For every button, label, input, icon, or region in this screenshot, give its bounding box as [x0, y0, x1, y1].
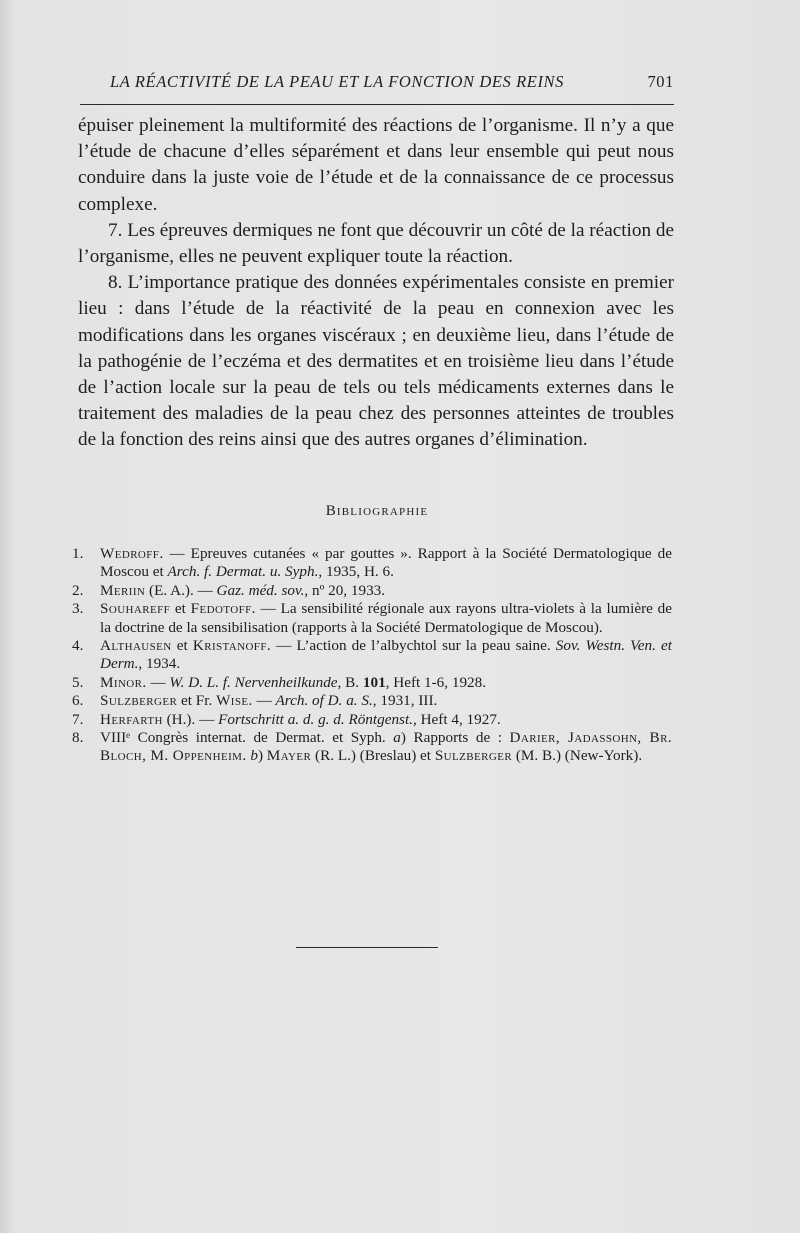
entry-text: , 1934. [138, 655, 181, 673]
entry-author: Sulzberger [434, 747, 513, 765]
entry-text: ) Rapports de : [400, 729, 510, 747]
entry-author: Meriin [100, 581, 146, 599]
entry-text: ) [257, 747, 267, 765]
entry-text: , B. [337, 673, 363, 691]
entry-number: 7. [72, 710, 84, 728]
entry-author: Minor. [100, 673, 147, 691]
entry-text: , 1931, III. [372, 692, 438, 710]
entry-author: Darier, Jadassohn, Br. Bloch, M. Oppenheim. [100, 729, 673, 765]
running-title: LA RÉACTIVITÉ DE LA PEAU ET LA FONCTION DES REINS [110, 72, 564, 91]
entry-text: — [146, 673, 170, 691]
body-text [78, 113, 674, 454]
entry-volume: 101 [362, 673, 386, 691]
entry-text: — L’action de l’albychtol sur la peau saine. [271, 637, 556, 655]
entry-author: Wedroff. [100, 545, 164, 562]
entry-text: , nº 20, 1933. [304, 581, 386, 599]
entry-author: Althausen [100, 637, 172, 655]
entry-number: 4. [72, 637, 84, 655]
bibliography-list [72, 545, 672, 766]
bibliography-heading: Bibliographie [325, 503, 429, 519]
paragraph-continuation: épuiser pleinement la multiformité des réactions de l’organisme. Il n’y a que l’étude de chacune d’elles séparément et dans leur ensemble qui peut nous conduire dans la juste voie de l’étude et de la connaissance de ce processus complexe. [78, 115, 674, 215]
entry-author: Kristanoff. [192, 637, 272, 655]
entry-item-letter: b [250, 747, 258, 765]
paragraph-7: 7. Les épreuves dermiques ne font que découvrir un côté de la réaction de l’organisme, elles ne peuvent expliquer toute la réaction. [78, 219, 674, 268]
entry-number: 6. [72, 692, 84, 710]
entry-journal: Arch. of D. a. S. [275, 692, 373, 710]
paragraph-8: 8. L’importance pratique des données expérimentales consiste en premier lieu : dans l’étude de la réactivité de la peau en connexion avec les modifications dans les organes viscéraux ; en deuxième lieu, dans l’étude de la pathogénie de l’eczéma et des dermatites et en troisième lieu dans l’étude de l’action locale sur la peau de tels ou tels médicaments externes dans le traitement des maladies de la peau chez des personnes atteintes de troubles de la fonction des reins ainsi que des autres organes d’élimination. [78, 272, 674, 451]
entry-journal: Gaz. méd. sov. [216, 581, 305, 599]
entry-text: — La sensibilité régionale aux rayons ultra-violets à la lumière de la doctrine de la sensibilisation (rapports à la Société Dermatologique de Moscou). [100, 600, 672, 636]
entry-number: 3. [72, 600, 84, 618]
entry-text: VIIIᵉ Congrès internat. de Dermat. et Syph. [100, 729, 394, 747]
entry-item-letter: a [393, 729, 401, 747]
bibliography-entry [72, 545, 672, 582]
entry-author: Herfarth [100, 710, 163, 728]
entry-text: — Epreuves cutanées « par gouttes ». Rapport à la Société Dermatologique de Moscou et [100, 545, 672, 581]
entry-author: Sulzberger [100, 692, 178, 710]
entry-author: Souhareff [100, 600, 171, 618]
bibliography-entry [72, 692, 672, 710]
entry-text: (M. B.) (New-York). [512, 747, 643, 765]
bibliography-entry [72, 600, 672, 637]
entry-text: , 1935, H. 6. [318, 563, 394, 581]
entry-number: 5. [72, 673, 84, 691]
entry-number: 1. [72, 545, 84, 562]
header-rule [80, 104, 674, 105]
entry-journal: Arch. f. Dermat. u. Syph. [167, 563, 319, 581]
bibliography-entry [72, 674, 672, 692]
entry-author: Wise. [216, 692, 253, 710]
entry-text: — [252, 692, 276, 710]
page-number: 701 [647, 72, 674, 91]
entry-author: Fedotoff. [190, 600, 256, 618]
entry-text: (E. A.). — [145, 581, 217, 599]
end-rule [296, 947, 438, 948]
entry-journal: W. D. L. f. Nervenheilkunde [169, 673, 338, 691]
entry-number: 2. [72, 581, 84, 599]
bibliography-entry [72, 729, 672, 766]
bibliography-entry [72, 582, 672, 600]
entry-number: 8. [72, 729, 84, 747]
entry-text: et [170, 600, 191, 618]
entry-author: Mayer [266, 747, 312, 765]
entry-journal: Sov. Westn. Ven. et Derm. [100, 637, 672, 673]
entry-text: (R. L.) (Breslau) et [311, 747, 435, 765]
entry-text: et [171, 637, 193, 655]
entry-text: (H.). — [162, 710, 219, 728]
bibliography-entry [72, 637, 672, 674]
entry-text: , Heft 1-6, 1928. [385, 673, 487, 691]
entry-text: , Heft 4, 1927. [412, 710, 501, 728]
entry-text: et Fr. [177, 692, 217, 710]
entry-journal: Fortschritt a. d. g. d. Röntgenst. [218, 710, 413, 728]
bibliography-entry [72, 711, 672, 729]
